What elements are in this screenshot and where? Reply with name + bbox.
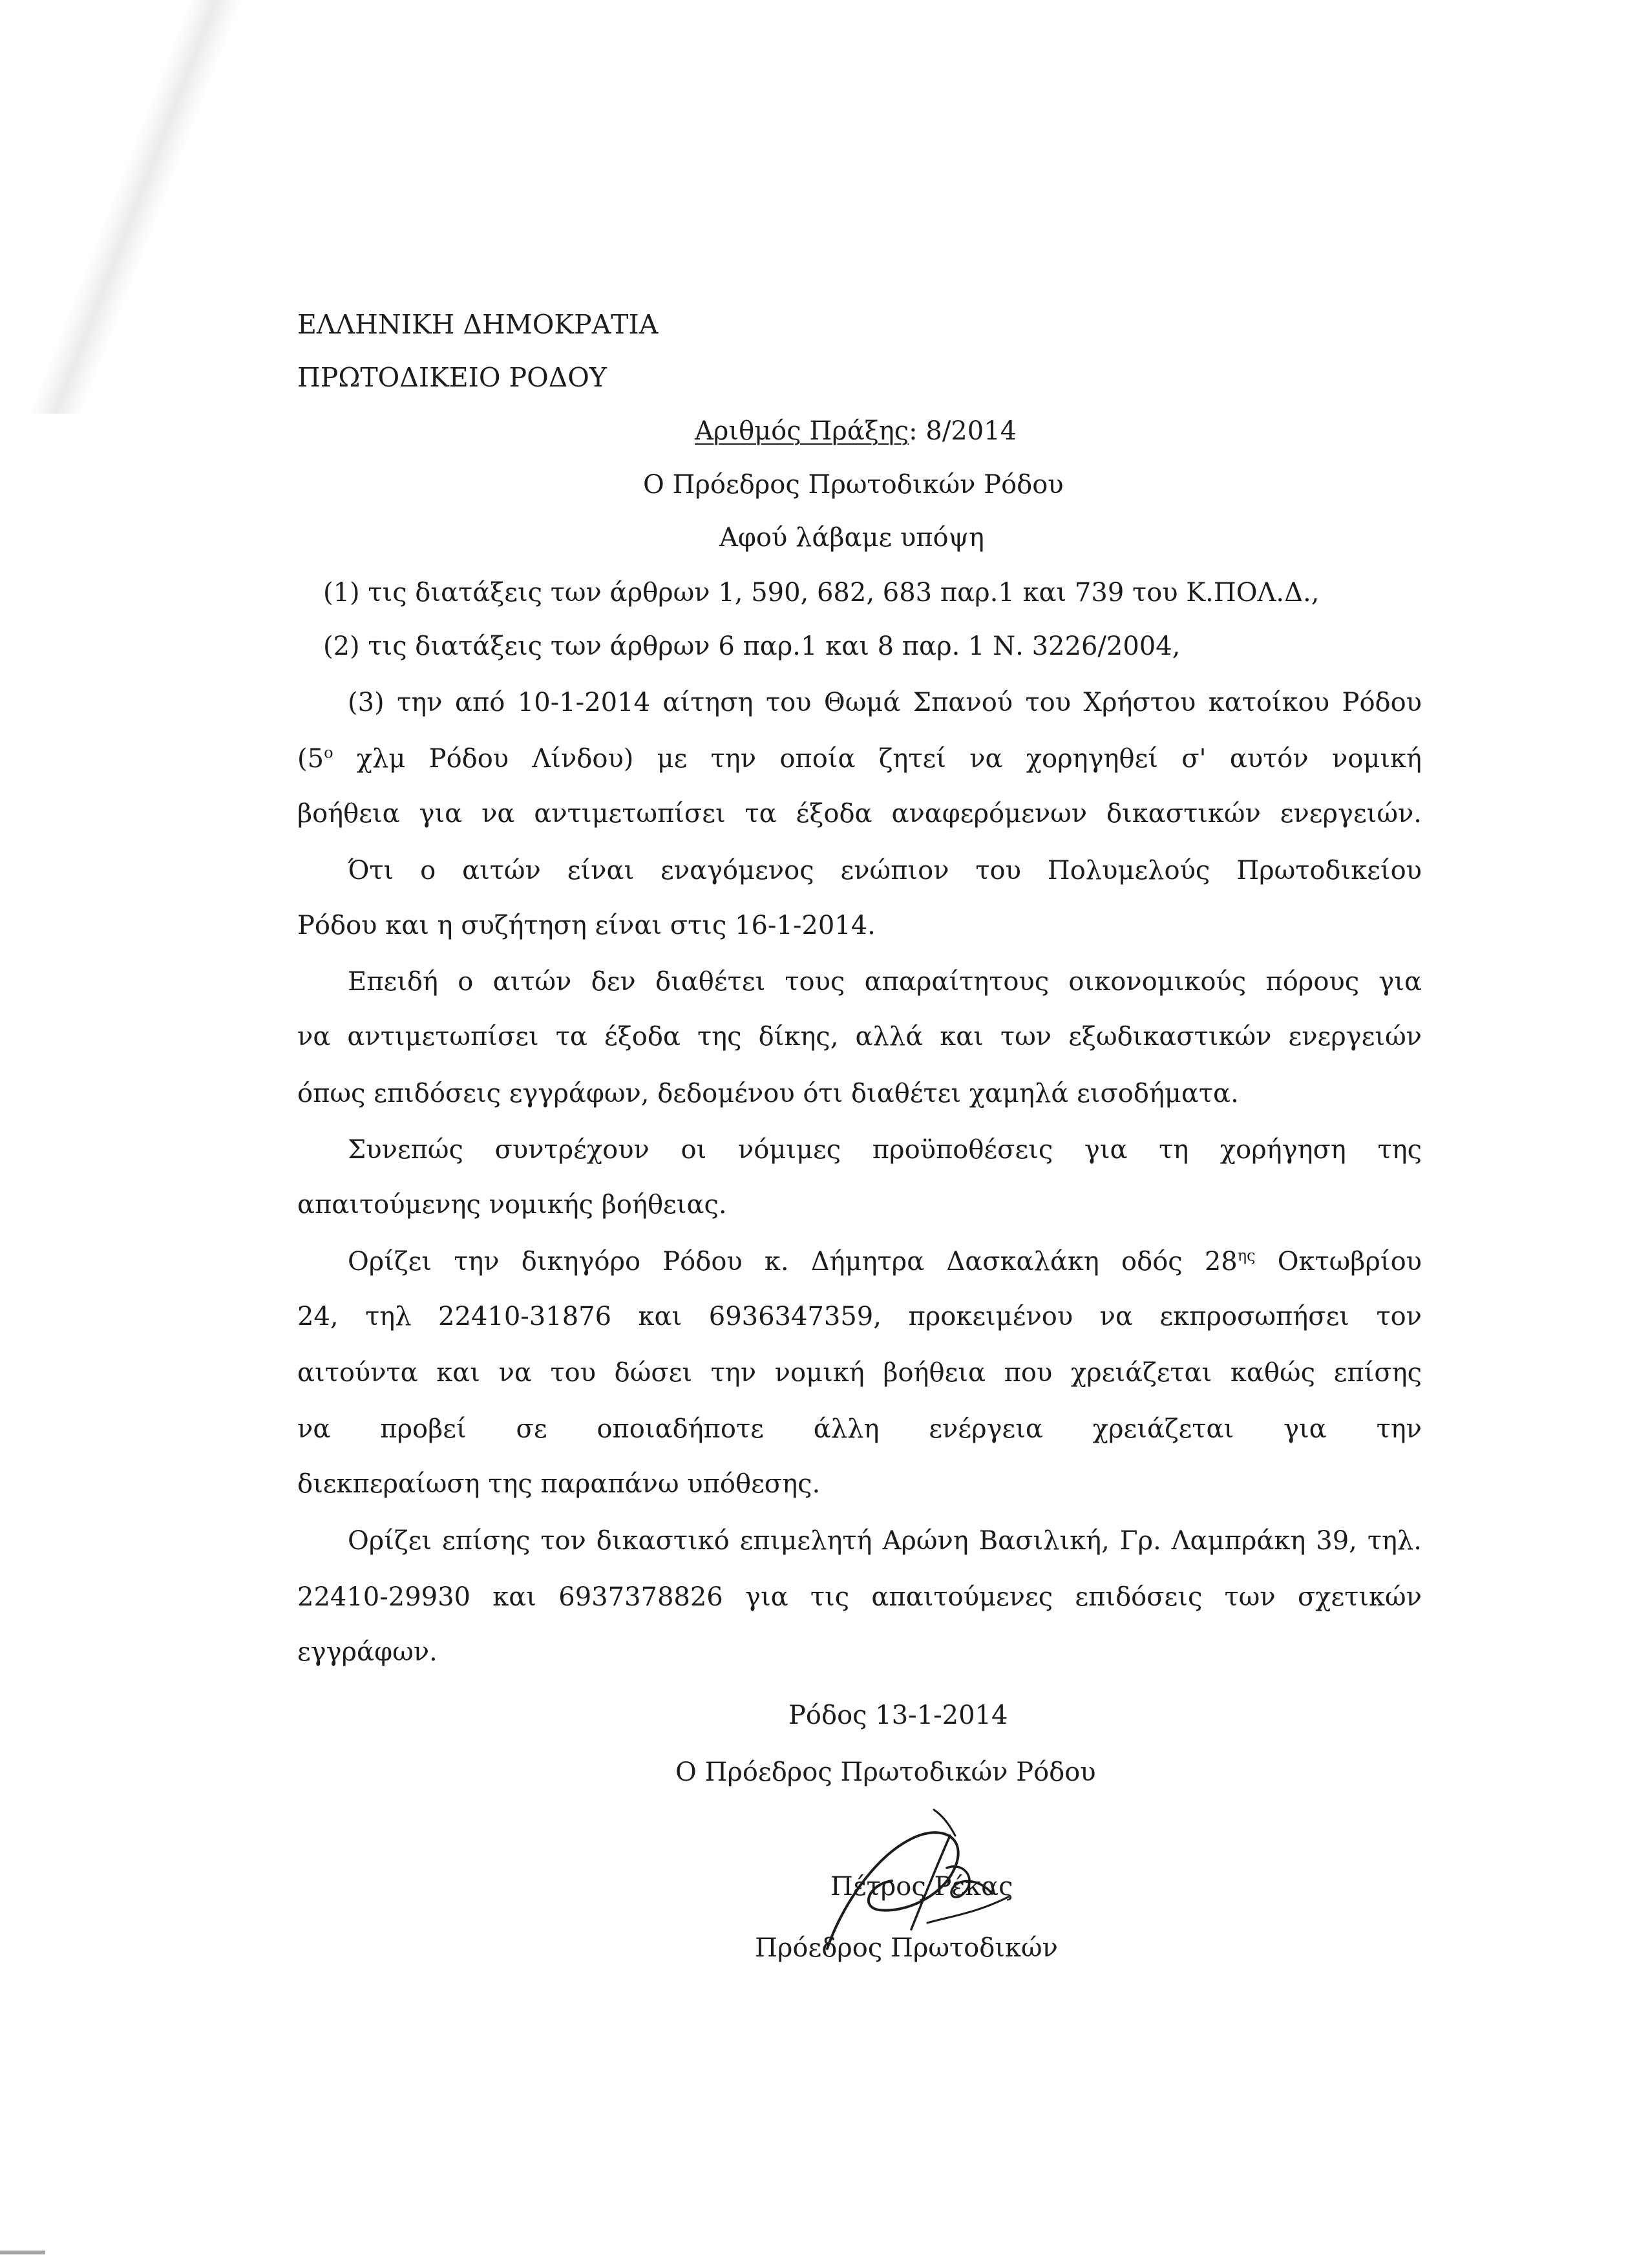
act-number-label: Αριθμός Πράξης — [695, 416, 909, 446]
act-issuer: Ο Πρόεδρος Πρωτοδικών Ρόδου — [643, 470, 1064, 500]
paragraph-5-line-1: Ορίζει επίσης τον δικαστικό επιμελητή Αρώνη Βασιλική, Γρ. Λαμπράκη 39, τηλ. — [348, 1526, 1422, 1556]
act-intro: Αφού λάβαμε υπόψη — [719, 523, 984, 553]
paragraph-1-line-2: Ρόδου και η συζήτηση είναι στις 16-1-2014. — [297, 911, 876, 940]
consideration-3-line-3: βοήθεια για να αντιμετωπίσει τα έξοδα αναφερόμενων δικαστικών ενεργειών. — [297, 799, 1422, 829]
closing-issuer: Ο Πρόεδρος Πρωτοδικών Ρόδου — [675, 1757, 1096, 1787]
paragraph-1-line-1: Ότι ο αιτών είναι εναγόμενος ενώπιον του Πολυμελούς Πρωτοδικείου — [348, 856, 1422, 885]
paragraph-4-line-5: διεκπεραίωση της παραπάνω υπόθεσης. — [297, 1469, 821, 1499]
consideration-3-line-2: ($5^o$ χλμ Ρόδου Λίνδου) με την οποία ζητεί να χορηγηθεί σ' αυτόν νομική — [297, 743, 1422, 774]
paragraph-4-line-3: αιτούντα και να του δώσει την νομική βοήθεια που χρειάζεται καθώς επίσης — [297, 1358, 1422, 1388]
paragraph-4-line-4: να προβεί σε οποιαδήποτε άλλη ενέργεια χρειάζεται για την — [297, 1414, 1422, 1444]
header-republic: ΕΛΛΗΝΙΚΗ ΔΗΜΟΚΡΑΤΙΑ — [297, 309, 659, 340]
scan-edge-mark — [0, 2251, 45, 2254]
act-number — [695, 416, 1017, 447]
paragraph-5-line-3: εγγράφων. — [297, 1637, 438, 1667]
paragraph-2-line-1: Επειδή ο αιτών δεν διαθέτει τους απαραίτητους οικονομικούς πόρους για — [348, 967, 1422, 997]
signatory-title: Πρόεδρος Πρωτοδικών — [755, 1933, 1058, 1963]
act-number-value: : 8/2014 — [909, 416, 1017, 446]
header-court: ΠΡΩΤΟΔΙΚΕΙΟ ΡΟΔΟΥ — [297, 362, 607, 393]
paragraph-4-line-1: Ορίζει την δικηγόρο Ρόδου κ. Δήμητρα Δασκαλάκη οδός $28^{\eta\varsigma}$ Οκτωβρίου — [348, 1246, 1422, 1277]
place-and-date: Ρόδος 13-1-2014 — [788, 1701, 1008, 1730]
paragraph-5-line-2: 22410-29930 και 6937378826 για τις απαιτούμενες επιδόσεις των σχετικών — [297, 1582, 1422, 1612]
consideration-2: (2) τις διατάξεις των άρθρων 6 παρ.1 και 8 παρ. 1 Ν. 3226/2004, — [323, 631, 1181, 661]
paragraph-4-line-2: 24, τηλ 22410-31876 και 6936347359, προκειμένου να εκπροσωπήσει τον — [297, 1302, 1422, 1331]
paragraph-3-line-2: απαιτούμενης νομικής βοήθειας. — [297, 1190, 727, 1220]
consideration-3-line-1: (3) την από 10-1-2014 αίτηση του Θωμά Σπανού του Χρήστου κατοίκου Ρόδου — [348, 688, 1422, 717]
paragraph-2-line-3: όπως επιδόσεις εγγράφων, δεδομένου ότι διαθέτει χαμηλά εισοδήματα. — [297, 1079, 1239, 1108]
signatory-name: Πέτρος Ρέκας — [830, 1872, 1013, 1902]
scan-shadow — [0, 0, 277, 414]
consideration-1: (1) τις διατάξεις των άρθρων 1, 590, 682, 683 παρ.1 και 739 του Κ.ΠΟΛ.Δ., — [323, 578, 1320, 608]
paragraph-2-line-2: να αντιμετωπίσει τα έξοδα της δίκης, αλλά και των εξωδικαστικών ενεργειών — [297, 1022, 1422, 1052]
paragraph-3-line-1: Συνεπώς συντρέχουν οι νόμιμες προϋποθέσεις για τη χορήγηση της — [348, 1135, 1422, 1165]
